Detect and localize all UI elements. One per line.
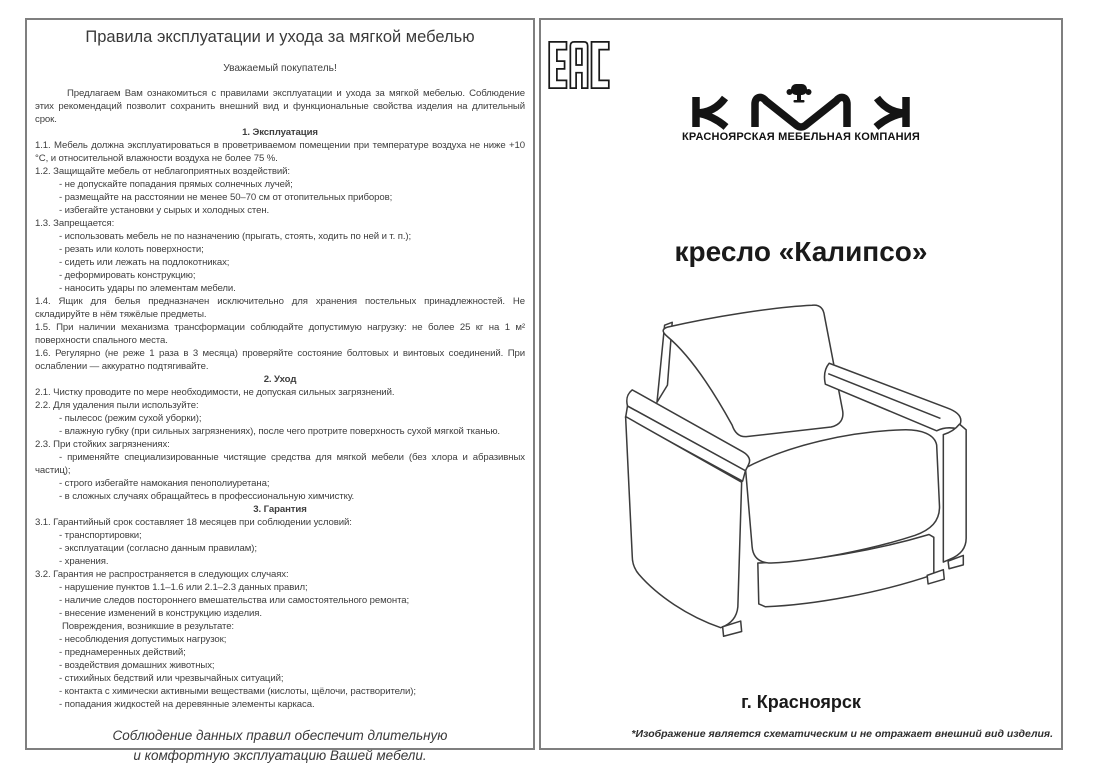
rule-line: - попадания жидкостей на деревянные элементы каркаса. [59, 699, 315, 710]
product-page [539, 18, 1063, 750]
rule-line: 1. Эксплуатация [242, 127, 318, 138]
rule-line: - резать или колоть поверхности; [59, 244, 204, 255]
rule-line: - сидеть или лежать на подлокотниках; [59, 257, 230, 268]
closing-note [35, 726, 525, 765]
closing-note-line1: Соблюдение данных правил обеспечит длительную [112, 728, 448, 743]
rule-line: - хранения. [59, 556, 109, 567]
disclaimer-footnote: *Изображение является схематическим и не отражает внешний вид изделия. [631, 728, 1053, 740]
rule-line: 2.2. Для удаления пыли используйте: [35, 400, 199, 411]
rule-line: - влажную губку (при сильных загрязнениях), после чего протрите поверхность сухой мягкой тканью. [59, 426, 500, 437]
rule-line: 3.1. Гарантийный срок составляет 18 месяцев при соблюдении условий: [35, 517, 352, 528]
rules-page [25, 18, 535, 763]
rule-line: - транспортировки; [59, 530, 142, 541]
rule-line: - избегайте установки у сырых и холодных стен. [59, 205, 270, 216]
kmk-logotype-icon [691, 84, 911, 130]
rule-line: 1.5. При наличии механизма трансформации соблюдайте допустимую нагрузку: не более 25 кг на 1 м² поверхности спального места. [35, 322, 525, 346]
rule-line: 1.2. Защищайте мебель от неблагоприятных воздействий: [35, 166, 290, 177]
rule-line: - деформировать конструкцию; [59, 270, 196, 281]
rule-line: - наличие следов постороннего вмешательства или самостоятельного ремонта; [59, 595, 410, 606]
rule-line: 2. Уход [263, 374, 297, 385]
rule-line: - несоблюдения допустимых нагрузок; [59, 634, 227, 645]
rule-line: - применяйте специализированные чистящие средства для мягкой мебели (без хлора и абразивных частиц); [35, 452, 525, 476]
rule-line: Повреждения, возникшие в результате: [62, 621, 234, 632]
armchair-drawing-icon [613, 290, 1013, 661]
rule-line: - в сложных случаях обращайтесь в профессиональную химчистку. [59, 491, 355, 502]
rule-line: - размещайте на расстоянии не менее 50–70 см от отопительных приборов; [59, 192, 393, 203]
greeting-line: Уважаемый покупатель! [223, 63, 337, 74]
rule-line: - контакта с химически активными веществами (кислоты, щёлочи, растворители); [59, 686, 416, 697]
rule-line: - использовать мебель не по назначению (прыгать, стоять, ходить по ней и т. п.); [59, 231, 412, 242]
rule-line: 1.6. Регулярно (не реже 1 раза в 3 месяца) проверяйте состояние болтовых и винтовых соединений. При ослаблении — аккуратно подтягивайте. [35, 348, 525, 372]
rules-list [35, 126, 525, 711]
rule-line: 1.4. Ящик для белья предназначен исключительно для хранения постельных принадлежностей. Не складируйте в нём тяжёлые предметы. [35, 296, 525, 320]
brand-logo [541, 84, 1061, 143]
rule-line: - внесение изменений в конструкцию изделия. [59, 608, 262, 619]
product-title: кресло «Калипсо» [674, 236, 928, 267]
rule-line: - строго избегайте намокания пенополиуретана; [59, 478, 270, 489]
closing-note-line2: и комфортную эксплуатацию Вашей мебели. [133, 747, 427, 763]
rule-line: 1.3. Запрещается: [35, 218, 115, 229]
rule-line: 3.2. Гарантия не распространяется в следующих случаях: [35, 569, 289, 580]
rule-line: 2.3. При стойких загрязнениях: [35, 439, 170, 450]
rule-line: 2.1. Чистку проводите по мере необходимости, не допуская сильных загрязнений. [35, 387, 395, 398]
rules-page-content [27, 20, 533, 763]
rule-line: - нарушение пунктов 1.1–1.6 или 2.1–2.3 данных правил; [59, 582, 308, 593]
armchair-icon [787, 84, 812, 103]
rule-line: 1.1. Мебель должна эксплуатироваться в проветриваемом помещении при температуре воздуха не ниже +10 °С, и относительной влажности воздуха не более 75 %. [35, 140, 525, 164]
rule-line: - преднамеренных действий; [59, 647, 186, 658]
intro-paragraph: Предлагаем Вам ознакомиться с правилами эксплуатации и ухода за мягкой мебелью. Соблюдение этих рекомендаций позволит сохранить внешний вид и функциональные свойства изделия на длительный срок. [35, 88, 525, 125]
rule-line: - не допускайте попадания прямых солнечных лучей; [59, 179, 293, 190]
brand-subtitle: КРАСНОЯРСКАЯ МЕБЕЛЬНАЯ КОМПАНИЯ [681, 131, 921, 143]
rule-line: - стихийных бедствий или чрезвычайных ситуаций; [59, 673, 284, 684]
rule-line: - эксплуатации (согласно данным правилам); [59, 543, 257, 554]
rule-line: - воздействия домашних животных; [59, 660, 215, 671]
document-title: Правила эксплуатации и ухода за мягкой мебелью [85, 28, 475, 46]
eac-mark-icon [548, 40, 610, 90]
rule-line: - пылесос (режим сухой уборки); [59, 413, 202, 424]
rule-line: 3. Гарантия [253, 504, 307, 515]
rule-line: - наносить удары по элементам мебели. [59, 283, 236, 294]
city-label: г. Красноярск [741, 692, 861, 712]
